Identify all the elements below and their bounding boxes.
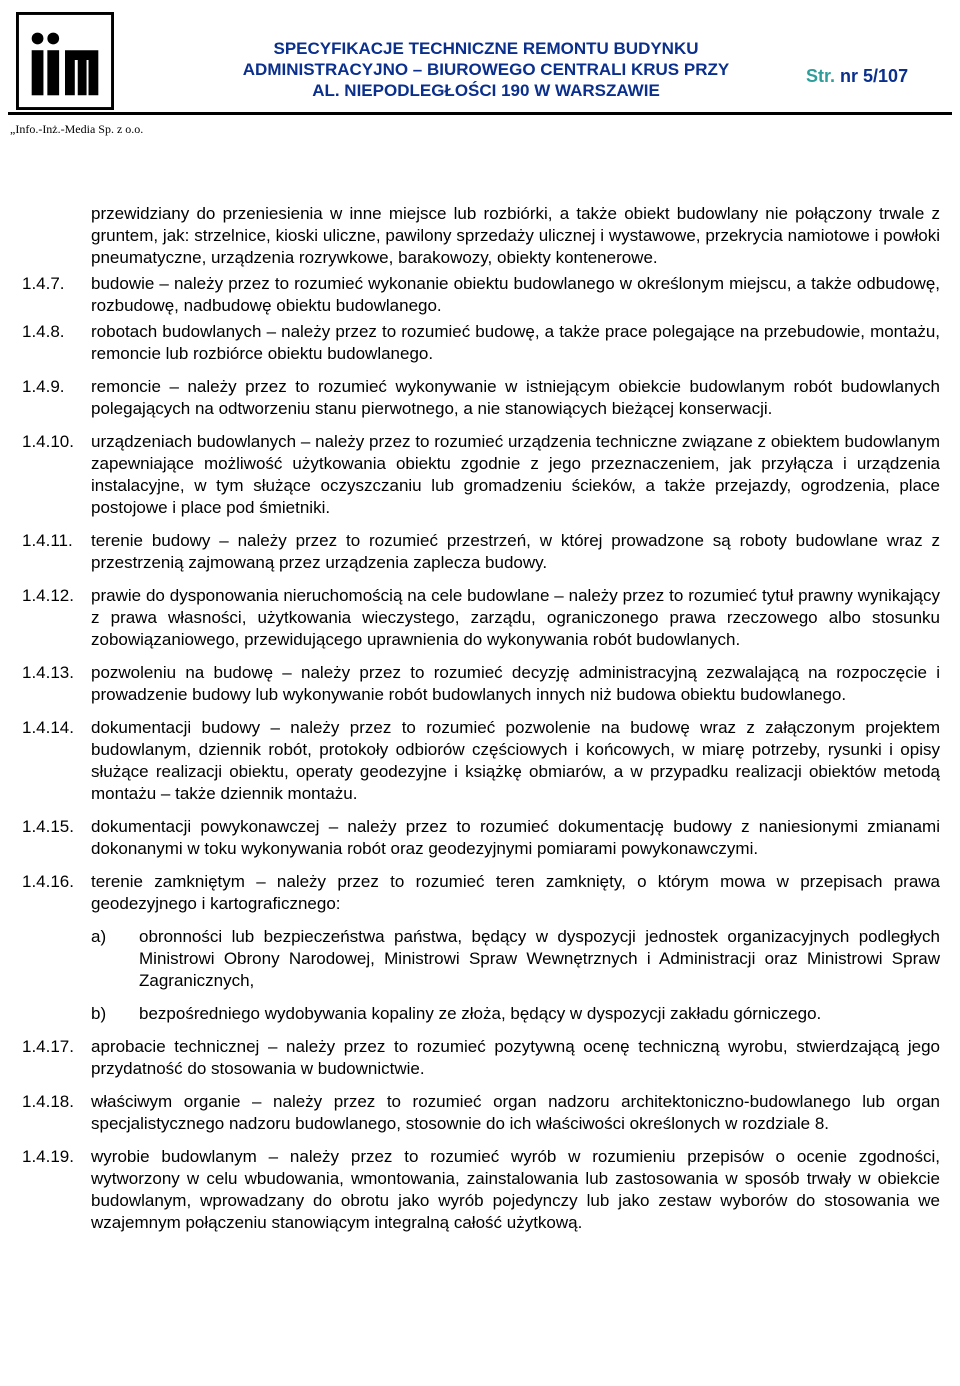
title-line: SPECYFIKACJE TECHNICZNE REMONTU BUDYNKU — [273, 39, 699, 58]
entry-number: 1.4.9. — [22, 377, 65, 396]
definition-entry — [22, 1146, 940, 1234]
document-title — [216, 38, 756, 101]
definition-entry — [22, 662, 940, 706]
header-divider — [8, 112, 952, 115]
title-line: AL. NIEPODLEGŁOŚCI 190 W WARSZAWIE — [312, 81, 660, 100]
entry-text: remoncie – należy przez to rozumieć wykonywanie w istniejącym obiekcie budowlanym robót budowlanych polegających na odtworzeniu stanu pierwotnego, a nie stanowiących bieżącej konserwacji. — [91, 377, 940, 418]
intro-paragraph: przewidziany do przeniesienia w inne miejsce lub rozbiórki, a także obiekt budowlany nie połączony trwale z gruntem, jak: strzelnice, kioski uliczne, pawilony sprzedaży ulicznej i wystawowe, przekrycia namiotowe i powłoki pneumatyczne, urządzenia rozrywkowe, barakowozy, obiekty kontenerowe. — [91, 204, 940, 267]
entry-text: dokumentacji budowy – należy przez to rozumieć pozwolenie na budowę wraz z załączonym projektem budowlanym, dziennik robót, protokoły odbiorów częściowych i końcowych, w miarę potrzeby, rysunki i opisy służące realizacji obiektu, operaty geodezyjne i książkę obmiarów, a w przypadku realizacji obiektów metodą montażu – także dziennik montażu. — [91, 718, 940, 803]
entry-text: terenie zamkniętym – należy przez to rozumieć teren zamknięty, o którym mowa w przepisach prawa geodezyjnego i kartograficznego: — [91, 872, 940, 913]
entry-number: 1.4.8. — [22, 322, 65, 341]
sub-item-label: a) — [91, 927, 107, 946]
entry-number: 1.4.13. — [22, 663, 74, 682]
entry-text: wyrobie budowlanym – należy przez to rozumieć wyrób w rozumieniu przepisów o ocenie zgodności, wytworzony w celu wbudowania, wmontowania, zainstalowania lub zastosowania w sposób trwały w obiekcie budowlanym, wprowadzany do obrotu jako wyrób pojedynczy lub jako zestaw wyborów do stosowania we wzajemnym połączeniu stanowiącym integralną całość użytkową. — [91, 1147, 940, 1232]
entry-text: budowie – należy przez to rozumieć wykonanie obiektu budowlanego w określonym miejscu, a także odbudowę, rozbudowę, nadbudowę obiektu budowlanego. — [91, 274, 940, 315]
entry-number: 1.4.11. — [22, 531, 73, 550]
entry-text: pozwoleniu na budowę – należy przez to rozumieć decyzję administracyjną zezwalającą na rozpoczęcie i prowadzenie budowy lub wykonywanie robót budowlanych innych niż budowa obiektu budowlanego. — [91, 663, 940, 704]
definition-entry — [22, 585, 940, 651]
entry-number: 1.4.17. — [22, 1037, 74, 1056]
entry-number: 1.4.14. — [22, 718, 74, 737]
entry-number: 1.4.10. — [22, 432, 74, 451]
entry-text: robotach budowlanych – należy przez to rozumieć budowę, a także prace polegające na przebudowie, montażu, remoncie lub rozbiórce obiektu budowlanego. — [91, 322, 940, 363]
entry-text: dokumentacji powykonawczej – należy przez to rozumieć dokumentację budowy z naniesionymi zmianami dokonanymi w toku wykonywania robót oraz geodezyjnymi pomiarami powykonawczymi. — [91, 817, 940, 858]
definition-entry — [22, 717, 940, 805]
sub-item — [91, 1003, 940, 1025]
entry-number: 1.4.7. — [22, 274, 65, 293]
entry-text: aprobacie technicznej – należy przez to rozumieć pozytywną ocenę techniczną wyrobu, stwierdzającą jego przydatność do stosowania w budownictwie. — [91, 1037, 940, 1078]
sub-item-text: obronności lub bezpieczeństwa państwa, będący w dyspozycji jednostek organizacyjnych podległych Ministrowi Obrony Narodowej, Ministrowi Spraw Wewnętrznych i Administracji oraz Ministrowi Spraw Zagranicznych, — [139, 927, 940, 990]
entry-text: urządzeniach budowlanych – należy przez to rozumieć urządzenia techniczne związane z obiektem budowlanym zapewniające możliwość użytkowania obiektu zgodnie z jego przeznaczeniem, jak przyłącza i urządzenia instalacyjne, w tym służące oczyszczaniu lub gromadzeniu ścieków, a także przejazdy, ogrodzenia, place postojowe i place pod śmietniki. — [91, 432, 940, 517]
page-number — [806, 66, 908, 87]
definition-entry — [22, 321, 940, 365]
iim-logo-icon — [16, 12, 114, 110]
title-line: ADMINISTRACYJNO – BIUROWEGO CENTRALI KRUS PRZY — [242, 60, 730, 79]
sub-item-text: bezpośredniego wydobywania kopaliny ze złoża, będący w dyspozycji zakładu górniczego. — [139, 1004, 822, 1023]
definition-entry — [22, 431, 940, 519]
entry-number: 1.4.12. — [22, 586, 74, 605]
definition-entry — [22, 816, 940, 860]
company-name: „Info.-Inż.-Media Sp. z o.o. — [10, 122, 144, 136]
page-header — [0, 0, 960, 140]
definition-entry — [22, 273, 940, 317]
entry-number: 1.4.15. — [22, 817, 74, 836]
entry-text: prawie do dysponowania nieruchomością na cele budowlane – należy przez to rozumieć tytuł prawny wynikający z prawa własności, użytkowania wieczystego, zarządu, ograniczonego prawa rzeczowego albo stosunku zobowiązaniowego, przewidującego uprawnienia do wykonywania robót budowlanych. — [91, 586, 940, 649]
sub-item — [91, 926, 940, 992]
sub-item-label: b) — [91, 1004, 107, 1023]
definition-entry — [22, 530, 940, 574]
definition-entry — [22, 871, 940, 915]
page-label: Str. — [806, 66, 836, 86]
page-number-value: nr 5/107 — [840, 66, 909, 86]
definition-entry — [22, 376, 940, 420]
definition-entry — [22, 1036, 940, 1080]
definition-entry — [22, 1091, 940, 1135]
document-body — [22, 203, 940, 1234]
entry-number: 1.4.19. — [22, 1147, 74, 1166]
entry-text: właściwym organie – należy przez to rozumieć organ nadzoru architektoniczno-budowlanego lub organ specjalistycznego nadzoru budowlanego, stosownie do ich właściwości określonych w rozdziale 8. — [91, 1092, 940, 1133]
entry-text: terenie budowy – należy przez to rozumieć przestrzeń, w której prowadzone są roboty budowlane wraz z przestrzenią zajmowaną przez urządzenia zaplecza budowy. — [91, 531, 940, 572]
entry-number: 1.4.16. — [22, 872, 74, 891]
entry-number: 1.4.18. — [22, 1092, 74, 1111]
